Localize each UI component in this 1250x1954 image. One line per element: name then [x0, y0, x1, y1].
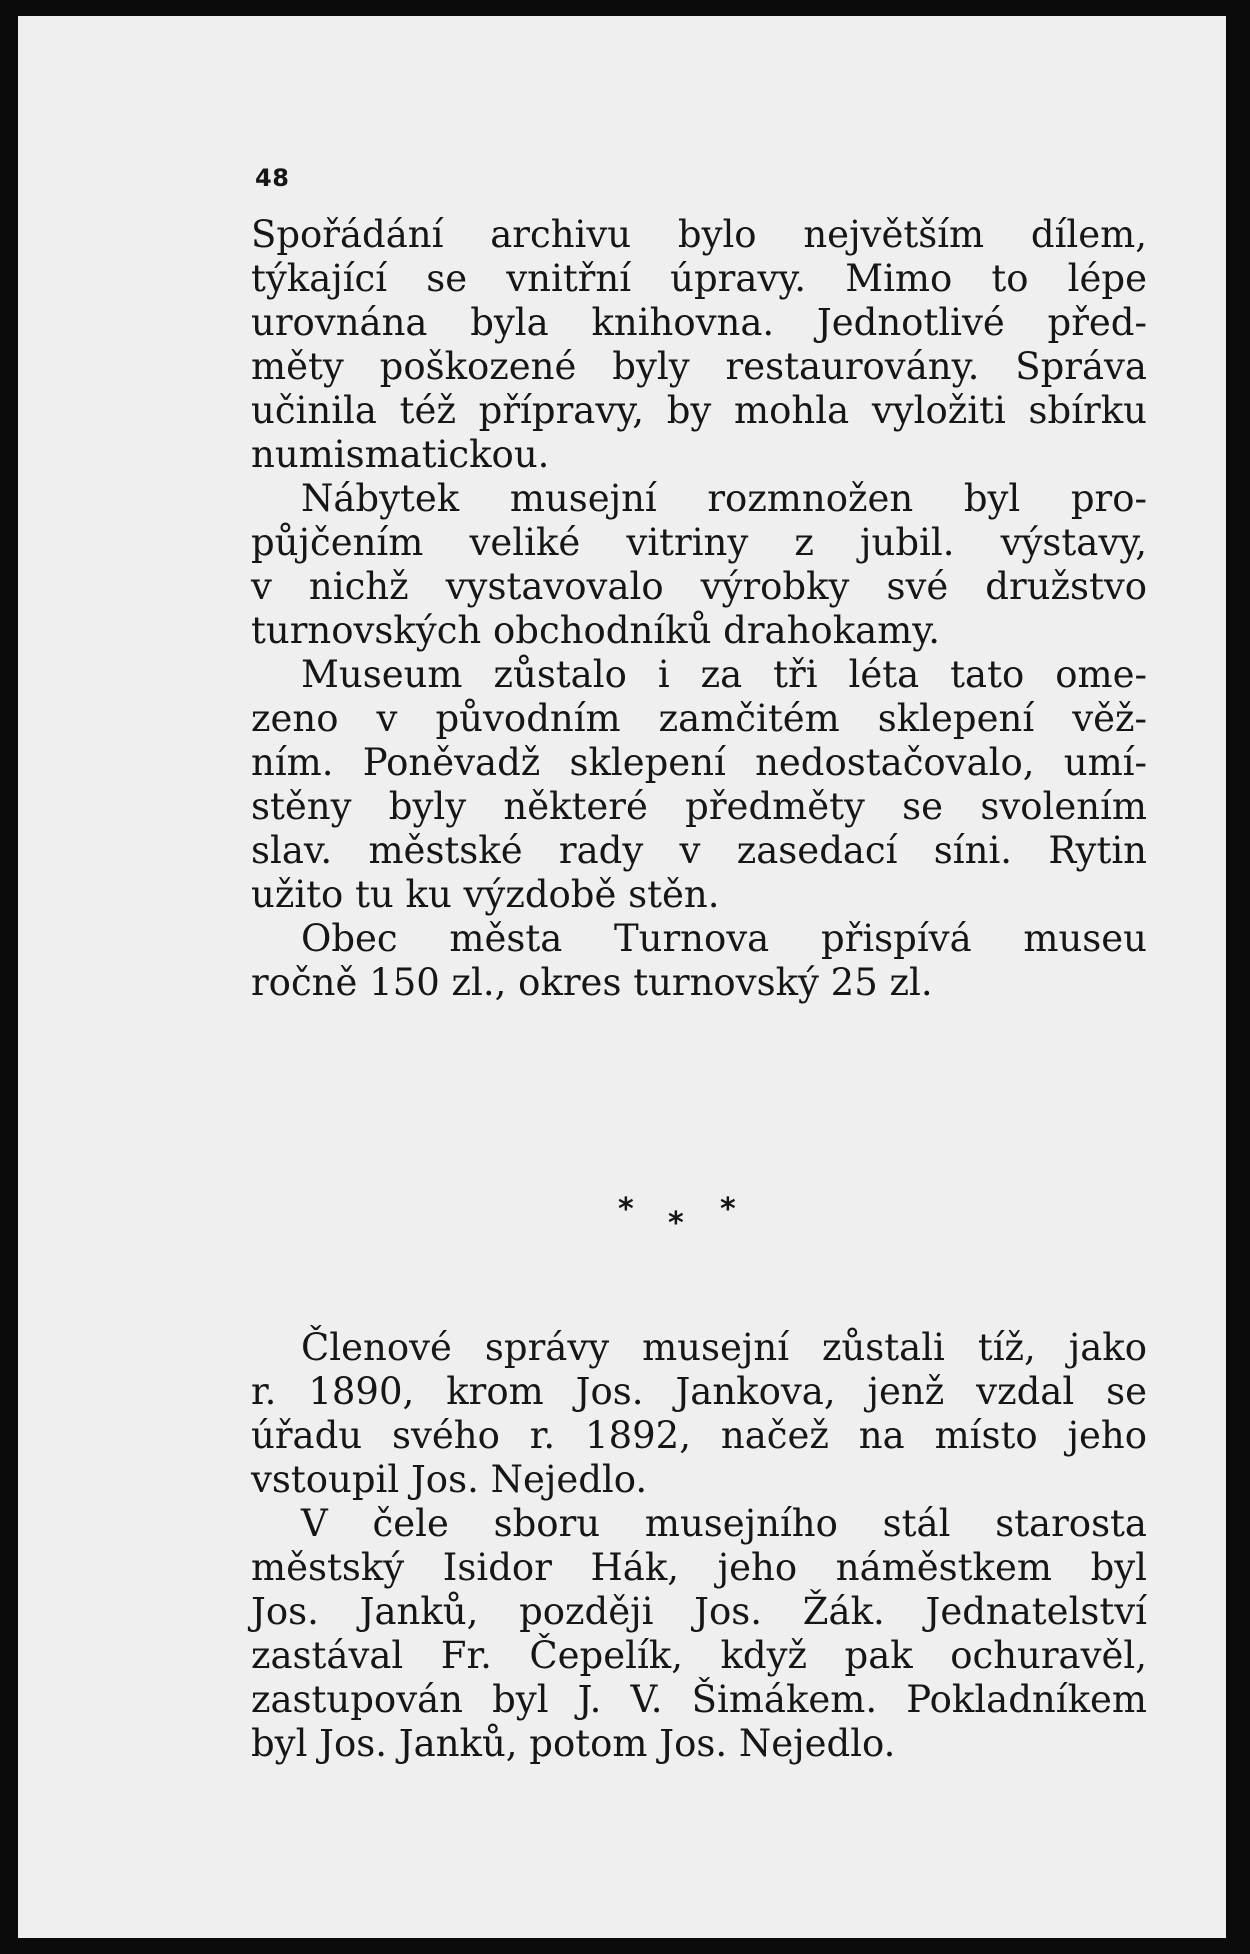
- section-separator: [618, 1192, 768, 1242]
- separator-star: *: [618, 1192, 634, 1227]
- text-line: zastupován byl J. V. Šimákem. Pokladníkem: [251, 1678, 1147, 1721]
- text-line: Museum zůstalo i za tři léta tato ome-: [301, 653, 1147, 696]
- text-line: měty poškozené byly restaurovány. Správa: [251, 345, 1147, 388]
- text-line: úřadu svého r. 1892, načež na místo jeho: [251, 1414, 1147, 1457]
- text-line: týkající se vnitřní úpravy. Mimo to lépe: [251, 257, 1147, 300]
- text-line: slav. městské rady v zasedací síni. Rytin: [251, 829, 1147, 872]
- text-line: Spořádání archivu bylo největším dílem,: [251, 213, 1147, 256]
- text-line: ročně 150 zl., okres turnovský 25 zl.: [251, 961, 933, 1004]
- text-line: byl Jos. Janků, potom Jos. Nejedlo.: [251, 1722, 896, 1765]
- text-line: zeno v původním zamčitém sklepení věž-: [251, 697, 1147, 740]
- text-line: učinila též přípravy, by mohla vyložiti sbírku: [251, 389, 1147, 432]
- separator-star: *: [720, 1192, 736, 1227]
- text-line: turnovských obchodníků drahokamy.: [251, 609, 941, 652]
- text-line: zastával Fr. Čepelík, když pak ochuravěl,: [251, 1634, 1147, 1677]
- book-page: [18, 16, 1226, 1938]
- text-line: V čele sboru musejního stál starosta: [301, 1502, 1147, 1545]
- text-line: numismatickou.: [251, 433, 550, 476]
- text-line: Nábytek musejní rozmnožen byl pro-: [301, 477, 1147, 520]
- text-line: stěny byly některé předměty se svolením: [251, 785, 1147, 828]
- text-line: Členové správy musejní zůstali tíž, jako: [301, 1326, 1147, 1369]
- separator-star: *: [668, 1206, 684, 1241]
- text-line: půjčením veliké vitriny z jubil. výstavy,: [251, 521, 1147, 564]
- text-line: Jos. Janků, později Jos. Žák. Jednatelství: [251, 1590, 1147, 1633]
- text-line: urovnána byla knihovna. Jednotlivé před-: [251, 301, 1147, 344]
- page-number: 48: [255, 164, 290, 192]
- text-line: užito tu ku výzdobě stěn.: [251, 873, 720, 916]
- text-line: v nichž vystavovalo výrobky své družstvo: [251, 565, 1147, 608]
- text-line: ním. Poněvadž sklepení nedostačovalo, umí-: [251, 741, 1147, 784]
- text-line: vstoupil Jos. Nejedlo.: [251, 1458, 648, 1501]
- text-line: Obec města Turnova přispívá museu: [301, 917, 1147, 960]
- text-line: r. 1890, krom Jos. Jankova, jenž vzdal se: [251, 1370, 1147, 1413]
- text-line: městský Isidor Hák, jeho náměstkem byl: [251, 1546, 1147, 1589]
